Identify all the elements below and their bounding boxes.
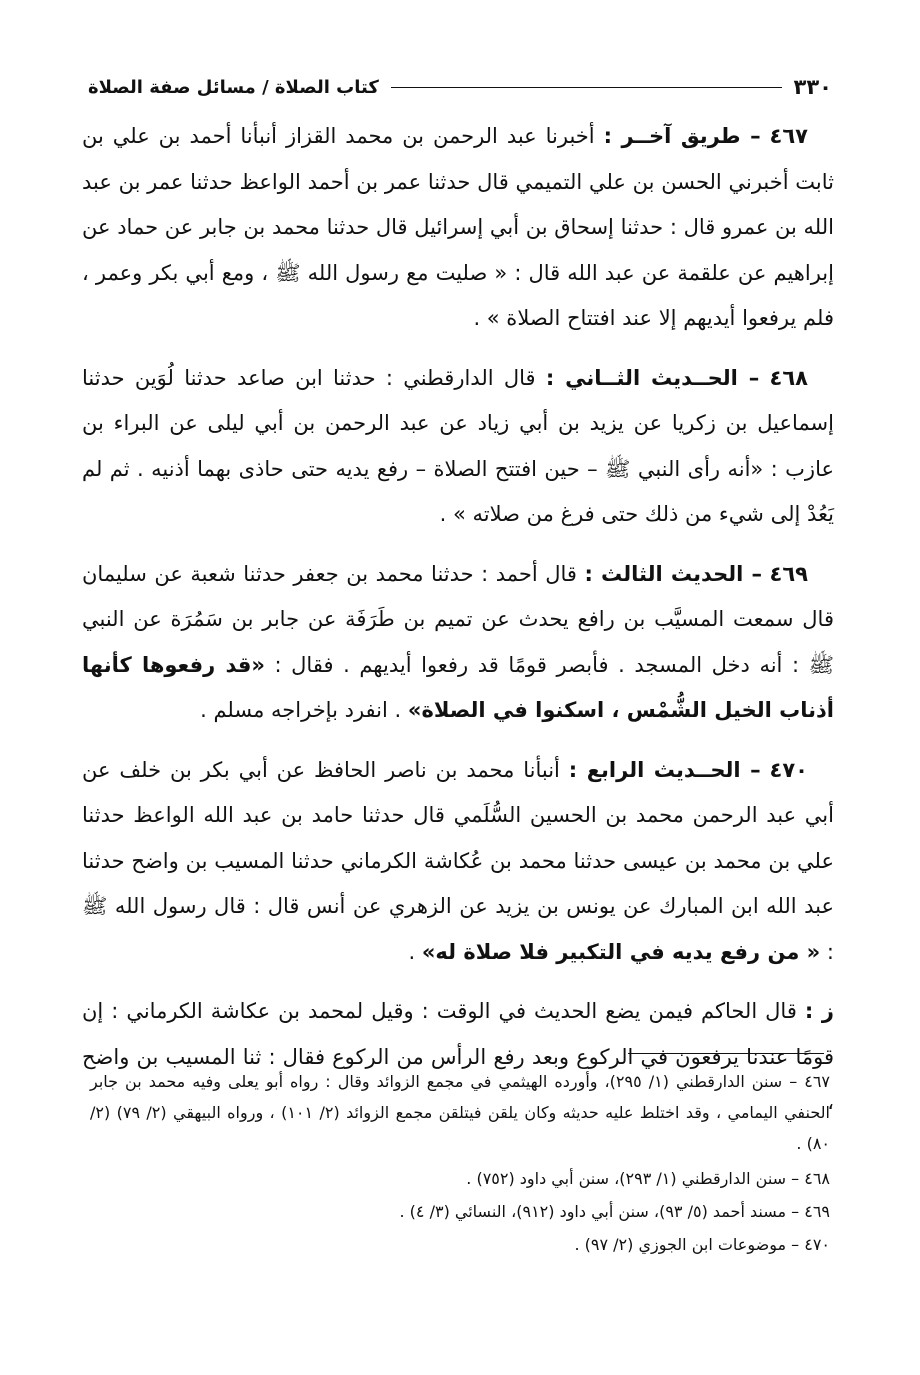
hadith-number: ٤٧٠	[769, 757, 808, 782]
footnote-468: ٤٦٨ – سنن الدارقطني (١/ ٢٩٣)، سنن أبي داود (٧٥٢) .	[466, 1169, 830, 1188]
footnote-470: ٤٧٠ – موضوعات ابن الجوزي (٢/ ٩٧) .	[574, 1235, 830, 1254]
hadith-heading: – طريق آخــر :	[603, 124, 761, 148]
hadith-text: أخبرنا عبد الرحمن بن محمد القزاز أنبأنا أحمد بن علي بن ثابت أخبرني الحسن بن علي التميمي قال حدثنا عمر بن أحمد الواعظ حدثنا عمر بن عبد الله بن عمرو قال : حدثنا إسحاق بن أبي إسرائيل قال حدثنا محمد بن جابر عن حماد عن إبراهيم عن علقمة عن عبد الله قال : « صليت مع رسول الله ﷺ ، ومع أبي بكر وعمر ، فلم يرفعوا أيديهم إلا عند افتتاح الصلاة » .	[82, 124, 834, 330]
footnote-separator	[628, 1053, 824, 1054]
hadith-heading: – الحــديث الثــاني :	[545, 365, 760, 390]
hadith-quote: « من رفع يديه في التكبير فلا صلاة له»	[421, 939, 821, 964]
hadith-number: ٤٦٩	[769, 561, 808, 586]
page-number: ٣٣٠	[793, 75, 832, 99]
hadith-heading: – الحديث الثالث :	[584, 561, 762, 586]
hadith-469	[82, 552, 834, 734]
hadith-heading: – الحــديث الرابع :	[568, 757, 761, 782]
footnotes	[90, 1066, 830, 1262]
footnote-469: ٤٦٩ – مسند أحمد (٥/ ٩٣)، سنن أبي داود (٩١٢)، النسائي (٣/ ٤) .	[399, 1202, 830, 1221]
hadith-quote: «قد رفعوها كأنها أذناب الخيل الشُّمْس ، اسكنوا في الصلاة»	[82, 652, 834, 722]
hadith-468	[82, 356, 834, 538]
note-marker: ز :	[804, 999, 834, 1023]
note-text: قال الحاكم فيمن يضع الحديث في الوقت : وقيل لمحمد بن عكاشة الكرماني : إن قومًا عندنا يرفعون في الركوع وبعد رفع الرأس من الركوع فقال : ثنا المسيب بن واضح ،	[82, 999, 834, 1114]
hadith-number: ٤٦٧	[769, 124, 808, 148]
hadith-number: ٤٦٨	[769, 365, 808, 390]
hadith-467	[82, 114, 834, 342]
footnote-467: ٤٦٧ – سنن الدارقطني (١/ ٢٩٥)، وأورده الهيثمي في مجمع الزوائد وقال : رواه أبو يعلى وفيه محمد بن جابر الحنفي اليمامي ، وقد اختلط عليه حديثه وكان يلقن فيتلقن مجمع الزوائد (٢/ ١٠١) ، ورواه البيهقي (٢/ ٧٩) (٢/ ٨٠) .	[90, 1072, 830, 1153]
running-title: كتاب الصلاة / مسائل صفة الصلاة	[88, 76, 379, 98]
running-header	[88, 70, 832, 104]
hadith-text: أنبأنا محمد بن ناصر الحافظ عن أبي بكر بن خلف عن أبي عبد الرحمن محمد بن الحسين السُّلَمي قال حدثنا حامد بن عبد الله الواعظ حدثنا علي بن محمد بن عيسى حدثنا محمد بن عُكاشة الكرماني حدثنا المسيب بن واضح حدثنا عبد الله ابن المبارك عن يونس بن يزيد عن الزهري عن أنس قال : قال رسول الله ﷺ :	[82, 757, 834, 964]
header-rule	[391, 87, 782, 88]
hadith-470	[82, 748, 834, 976]
hadith-tail: .	[408, 939, 416, 964]
main-text	[82, 114, 834, 1140]
hadith-text: قال الدارقطني : حدثنا ابن صاعد حدثنا لُوَين حدثنا إسماعيل بن زكريا عن يزيد بن أبي زياد عن عبد الرحمن بن أبي ليلى عن البراء بن عازب : «أنه رأى النبي ﷺ – حين افتتح الصلاة – رفع يديه حتى حاذى بهما أذنيه . ثم لم يَعُدْ إلى شيء من ذلك حتى فرغ من صلاته » .	[82, 365, 834, 526]
hadith-tail: . انفرد بإخراجه مسلم .	[200, 698, 402, 722]
hadith-text: قال أحمد : حدثنا محمد بن جعفر حدثنا شعبة عن سليمان قال سمعت المسيَّب بن رافع يحدث عن تميم بن طَرَفَة عن جابر بن سَمُرَة عن النبي ﷺ : أنه دخل المسجد . فأبصر قومًا قد رفعوا أيديهم . فقال :	[82, 561, 834, 677]
